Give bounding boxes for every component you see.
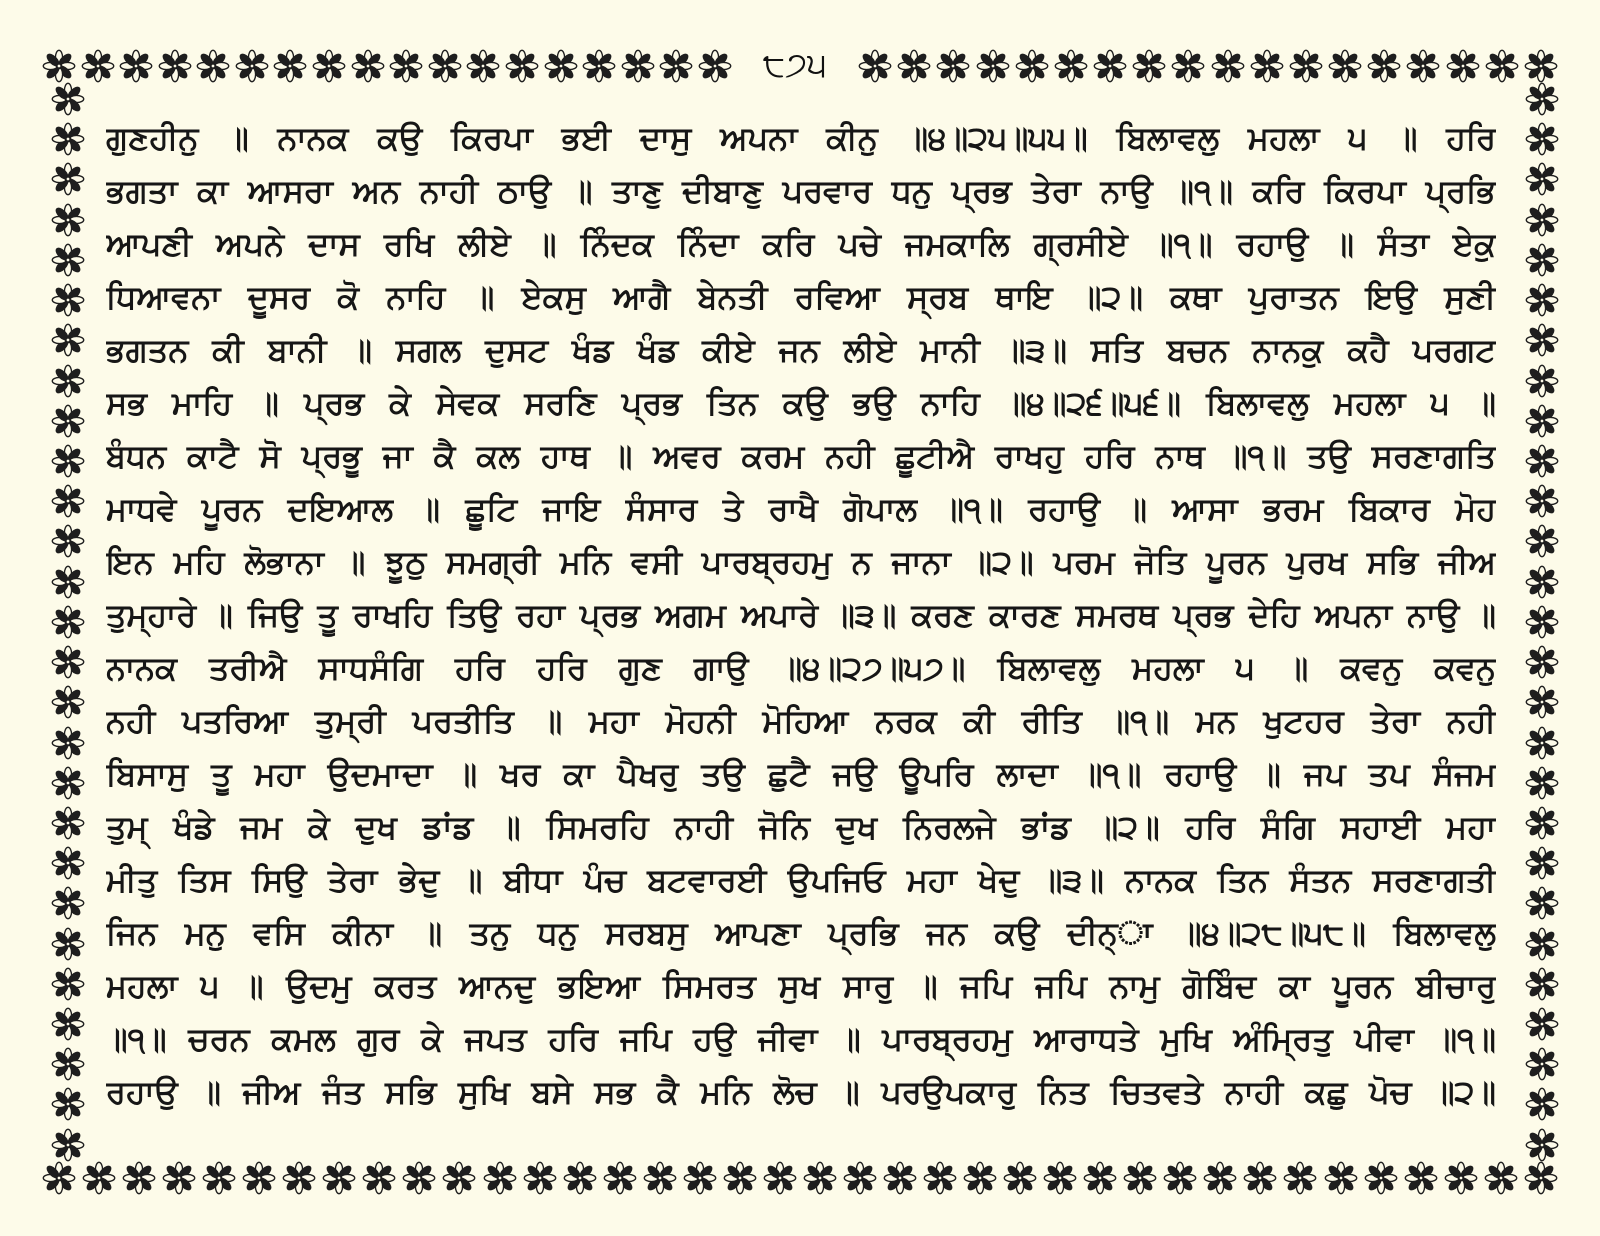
text-line-2: ਭਗਤਾ ਕਾ ਆਸਰਾ ਅਨ ਨਾਹੀ ਠਾਉ ॥ ਤਾਣੁ ਦੀਬਾਣੁ ਪਰਵਾਰ ਧਨੁ ਪ੍ਰਭ ਤੇਰਾ ਨਾਉ ॥੧॥ ਕਰਿ ਕਿਰਪਾ ਪ੍ਰਭਿ bbox=[106, 172, 1496, 210]
floral-ornament-icon bbox=[51, 927, 85, 961]
text-line-19: ਰਹਾਉ ॥ ਜੀਅ ਜੰਤ ਸਭਿ ਸੁਖਿ ਬਸੇ ਸਭ ਕੈ ਮਨਿ ਲੋਚ ॥ ਪਰਉਪਕਾਰੁ ਨਿਤ ਚਿਤਵਤੇ ਨਾਹੀ ਕਛੁ ਪੋਚ ॥੨॥ bbox=[106, 1073, 1496, 1111]
floral-ornament-icon bbox=[1525, 846, 1559, 880]
floral-ornament-icon bbox=[1525, 685, 1559, 719]
floral-ornament-icon bbox=[1364, 1161, 1398, 1195]
floral-ornament-icon bbox=[1525, 364, 1559, 398]
floral-ornament-icon bbox=[51, 364, 85, 398]
floral-ornament-icon bbox=[1054, 49, 1088, 83]
text-line-9: ਇਨ ਮਹਿ ਲੋਭਾਨਾ ॥ ਝੂਠੁ ਸਮਗ੍ਰੀ ਮਨਿ ਵਸੀ ਪਾਰਬ੍ਰਹਮੁ ਨ ਜਾਨਾ ॥੨॥ ਪਰਮ ਜੋਤਿ ਪੂਰਨ ਪੁਰਖ ਸਭਿ ਜੀਅ bbox=[106, 543, 1496, 581]
floral-ornament-icon bbox=[936, 49, 970, 83]
floral-ornament-icon bbox=[1404, 1161, 1438, 1195]
floral-ornament-icon bbox=[1524, 1161, 1558, 1195]
floral-ornament-icon bbox=[402, 1161, 436, 1195]
floral-ornament-icon bbox=[51, 645, 85, 679]
border-left bbox=[48, 82, 88, 1162]
floral-ornament-icon bbox=[1015, 49, 1049, 83]
floral-ornament-icon bbox=[235, 49, 269, 83]
floral-ornament-icon bbox=[466, 49, 500, 83]
floral-ornament-icon bbox=[723, 1161, 757, 1195]
floral-ornament-icon bbox=[1132, 49, 1166, 83]
floral-ornament-icon bbox=[1446, 49, 1480, 83]
floral-ornament-icon bbox=[428, 49, 462, 83]
floral-ornament-icon bbox=[1485, 49, 1519, 83]
floral-ornament-icon bbox=[1525, 645, 1559, 679]
floral-ornament-icon bbox=[51, 283, 85, 317]
floral-ornament-icon bbox=[42, 49, 76, 83]
floral-ornament-icon bbox=[1525, 484, 1559, 518]
floral-ornament-icon bbox=[282, 1161, 316, 1195]
text-line-11: ਨਾਨਕ ਤਰੀਐ ਸਾਧਸੰਗਿ ਹਰਿ ਹਰਿ ਗੁਣ ਗਾਉ ॥੪॥੨੭॥੫੭॥ ਬਿਲਾਵਲੁ ਮਹਲਾ ੫ ॥ ਕਵਨੁ ਕਵਨੁ bbox=[106, 649, 1496, 687]
floral-ornament-icon bbox=[242, 1161, 276, 1195]
floral-ornament-icon bbox=[1525, 404, 1559, 438]
floral-ornament-icon bbox=[1525, 203, 1559, 237]
text-line-1: ਗੁਣਹੀਨੁ ॥ ਨਾਨਕ ਕਉ ਕਿਰਪਾ ਭਈ ਦਾਸੁ ਅਪਨਾ ਕੀਨੁ ॥੪॥੨੫॥੫੫॥ ਬਿਲਾਵਲੁ ਮਹਲਾ ੫ ॥ ਹਰਿ bbox=[106, 119, 1496, 157]
floral-ornament-icon bbox=[1525, 122, 1559, 156]
border-top-right bbox=[858, 46, 1558, 86]
floral-ornament-icon bbox=[1211, 49, 1245, 83]
text-line-14: ਤੁਮ੍ ਖੰਡੇ ਜਮ ਕੇ ਦੁਖ ਡਾਂਡ ॥ ਸਿਮਰਹਿ ਨਾਹੀ ਜੋਨਿ ਦੁਖ ਨਿਰਲਜੇ ਭਾਂਡ ॥੨॥ ਹਰਿ ਸੰਗਿ ਸਹਾਈ ਮਹਾ bbox=[106, 808, 1496, 846]
floral-ornament-icon bbox=[643, 1161, 677, 1195]
floral-ornament-icon bbox=[51, 1007, 85, 1041]
floral-ornament-icon bbox=[119, 49, 153, 83]
floral-ornament-icon bbox=[1406, 49, 1440, 83]
floral-ornament-icon bbox=[603, 1161, 637, 1195]
floral-ornament-icon bbox=[51, 243, 85, 277]
floral-ornament-icon bbox=[1525, 967, 1559, 1001]
floral-ornament-icon bbox=[483, 1161, 517, 1195]
floral-ornament-icon bbox=[1093, 49, 1127, 83]
floral-ornament-icon bbox=[1367, 49, 1401, 83]
floral-ornament-icon bbox=[763, 1161, 797, 1195]
floral-ornament-icon bbox=[1525, 283, 1559, 317]
scripture-text bbox=[106, 112, 1496, 1152]
floral-ornament-icon bbox=[1525, 444, 1559, 478]
floral-ornament-icon bbox=[51, 323, 85, 357]
floral-ornament-icon bbox=[51, 162, 85, 196]
floral-ornament-icon bbox=[1525, 1128, 1559, 1162]
floral-ornament-icon bbox=[51, 886, 85, 920]
floral-ornament-icon bbox=[963, 1161, 997, 1195]
floral-ornament-icon bbox=[1083, 1161, 1117, 1195]
floral-ornament-icon bbox=[1525, 524, 1559, 558]
floral-ornament-icon bbox=[162, 1161, 196, 1195]
floral-ornament-icon bbox=[81, 49, 115, 83]
floral-ornament-icon bbox=[1328, 49, 1362, 83]
floral-ornament-icon bbox=[1525, 766, 1559, 800]
floral-ornament-icon bbox=[1525, 806, 1559, 840]
floral-ornament-icon bbox=[1289, 49, 1323, 83]
floral-ornament-icon bbox=[51, 1087, 85, 1121]
text-line-12: ਨਹੀ ਪਤਰਿਆ ਤੁਮ੍ਰੀ ਪਰਤੀਤਿ ॥ ਮਹਾ ਮੋਹਨੀ ਮੋਹਿਆ ਨਰਕ ਕੀ ਰੀਤਿ ॥੧॥ ਮਨ ਖੁਟਹਰ ਤੇਰਾ ਨਹੀ bbox=[106, 702, 1496, 740]
floral-ornament-icon bbox=[1484, 1161, 1518, 1195]
floral-ornament-icon bbox=[51, 1047, 85, 1081]
floral-ornament-icon bbox=[803, 1161, 837, 1195]
floral-ornament-icon bbox=[351, 49, 385, 83]
floral-ornament-icon bbox=[362, 1161, 396, 1195]
floral-ornament-icon bbox=[42, 1161, 76, 1195]
floral-ornament-icon bbox=[883, 1161, 917, 1195]
page-number: ੮੭੫ bbox=[762, 45, 828, 85]
floral-ornament-icon bbox=[322, 1161, 356, 1195]
floral-ornament-icon bbox=[442, 1161, 476, 1195]
floral-ornament-icon bbox=[1243, 1161, 1277, 1195]
floral-ornament-icon bbox=[843, 1161, 877, 1195]
floral-ornament-icon bbox=[1525, 927, 1559, 961]
floral-ornament-icon bbox=[698, 49, 732, 83]
floral-ornament-icon bbox=[621, 49, 655, 83]
floral-ornament-icon bbox=[1250, 49, 1284, 83]
border-bottom bbox=[42, 1158, 1558, 1198]
floral-ornament-icon bbox=[563, 1161, 597, 1195]
text-line-3: ਆਪਣੀ ਅਪਨੇ ਦਾਸ ਰਖਿ ਲੀਏ ॥ ਨਿੰਦਕ ਨਿੰਦਾ ਕਰਿ ਪਚੇ ਜਮਕਾਲਿ ਗ੍ਰਸੀਏ ॥੧॥ ਰਹਾਉ ॥ ਸੰਤਾ ਏਕੁ bbox=[106, 225, 1496, 263]
floral-ornament-icon bbox=[923, 1161, 957, 1195]
text-line-16: ਜਿਨ ਮਨੁ ਵਸਿ ਕੀਨਾ ॥ ਤਨੁ ਧਨੁ ਸਰਬਸੁ ਆਪਣਾ ਪ੍ਰਭਿ ਜਨ ਕਉ ਦੀਨ੍ਾ ॥੪॥੨੮॥੫੮॥ ਬਿਲਾਵਲੁ bbox=[106, 914, 1496, 952]
floral-ornament-icon bbox=[389, 49, 423, 83]
floral-ornament-icon bbox=[1283, 1161, 1317, 1195]
floral-ornament-icon bbox=[1525, 323, 1559, 357]
floral-ornament-icon bbox=[1444, 1161, 1478, 1195]
floral-ornament-icon bbox=[51, 846, 85, 880]
floral-ornament-icon bbox=[976, 49, 1010, 83]
floral-ornament-icon bbox=[1324, 1161, 1358, 1195]
floral-ornament-icon bbox=[505, 49, 539, 83]
floral-ornament-icon bbox=[51, 967, 85, 1001]
floral-ornament-icon bbox=[1525, 82, 1559, 116]
floral-ornament-icon bbox=[1524, 49, 1558, 83]
floral-ornament-icon bbox=[858, 49, 892, 83]
floral-ornament-icon bbox=[51, 484, 85, 518]
floral-ornament-icon bbox=[1525, 1047, 1559, 1081]
floral-ornament-icon bbox=[1525, 565, 1559, 599]
floral-ornament-icon bbox=[1171, 49, 1205, 83]
text-line-17: ਮਹਲਾ ੫ ॥ ਉਦਮੁ ਕਰਤ ਆਨਦੁ ਭਇਆ ਸਿਮਰਤ ਸੁਖ ਸਾਰੁ ॥ ਜਪਿ ਜਪਿ ਨਾਮੁ ਗੋਬਿੰਦ ਕਾ ਪੂਰਨ ਬੀਚਾਰੁ bbox=[106, 967, 1496, 1005]
floral-ornament-icon bbox=[51, 1128, 85, 1162]
floral-ornament-icon bbox=[1203, 1161, 1237, 1195]
floral-ornament-icon bbox=[51, 565, 85, 599]
floral-ornament-icon bbox=[683, 1161, 717, 1195]
floral-ornament-icon bbox=[51, 122, 85, 156]
floral-ornament-icon bbox=[51, 605, 85, 639]
floral-ornament-icon bbox=[1163, 1161, 1197, 1195]
floral-ornament-icon bbox=[1525, 726, 1559, 760]
floral-ornament-icon bbox=[1525, 605, 1559, 639]
floral-ornament-icon bbox=[158, 49, 192, 83]
floral-ornament-icon bbox=[1525, 1007, 1559, 1041]
text-line-18: ॥੧॥ ਚਰਨ ਕਮਲ ਗੁਰ ਕੇ ਜਪਤ ਹਰਿ ਜਪਿ ਹਉ ਜੀਵਾ ॥ ਪਾਰਬ੍ਰਹਮੁ ਆਰਾਧਤੇ ਮੁਖਿ ਅੰਮ੍ਰਿਤੁ ਪੀਵਾ ॥੧॥ bbox=[106, 1020, 1496, 1058]
text-line-10: ਤੁਮ੍ਹਾਰੇ ॥ ਜਿਉ ਤੂ ਰਾਖਹਿ ਤਿਉ ਰਹਾ ਪ੍ਰਭ ਅਗਮ ਅਪਾਰੇ ॥੩॥ ਕਰਣ ਕਾਰਣ ਸਮਰਥ ਪ੍ਰਭ ਦੇਹਿ ਅਪਨਾ ਨਾਉ ॥ bbox=[106, 596, 1496, 634]
floral-ornament-icon bbox=[51, 203, 85, 237]
floral-ornament-icon bbox=[1525, 162, 1559, 196]
floral-ornament-icon bbox=[82, 1161, 116, 1195]
text-line-7: ਬੰਧਨ ਕਾਟੈ ਸੋ ਪ੍ਰਭੂ ਜਾ ਕੈ ਕਲ ਹਾਥ ॥ ਅਵਰ ਕਰਮ ਨਹੀ ਛੂਟੀਐ ਰਾਖਹੁ ਹਰਿ ਨਾਥ ॥੧॥ ਤਉ ਸਰਣਾਗਤਿ bbox=[106, 437, 1496, 475]
text-line-8: ਮਾਧਵੇ ਪੂਰਨ ਦਇਆਲ ॥ ਛੂਟਿ ਜਾਇ ਸੰਸਾਰ ਤੇ ਰਾਖੈ ਗੋਪਾਲ ॥੧॥ ਰਹਾਉ ॥ ਆਸਾ ਭਰਮ ਬਿਕਾਰ ਮੋਹ bbox=[106, 490, 1496, 528]
floral-ornament-icon bbox=[312, 49, 346, 83]
border-right bbox=[1522, 82, 1562, 1162]
floral-ornament-icon bbox=[51, 685, 85, 719]
floral-ornament-icon bbox=[196, 49, 230, 83]
text-line-5: ਭਗਤਨ ਕੀ ਬਾਨੀ ॥ ਸਗਲ ਦੁਸਟ ਖੰਡ ਖੰਡ ਕੀਏ ਜਨ ਲੀਏ ਮਾਨੀ ॥੩॥ ਸਤਿ ਬਚਨ ਨਾਨਕੁ ਕਹੈ ਪਰਗਟ bbox=[106, 331, 1496, 369]
floral-ornament-icon bbox=[51, 766, 85, 800]
text-line-15: ਮੀਤੁ ਤਿਸ ਸਿਉ ਤੇਰਾ ਭੇਦੁ ॥ ਬੀਧਾ ਪੰਚ ਬਟਵਾਰਈ ਉਪਜਿਓ ਮਹਾ ਖੇਦੁ ॥੩॥ ਨਾਨਕ ਤਿਨ ਸੰਤਨ ਸਰਣਾਗਤੀ bbox=[106, 861, 1496, 899]
floral-ornament-icon bbox=[51, 404, 85, 438]
floral-ornament-icon bbox=[1525, 886, 1559, 920]
floral-ornament-icon bbox=[582, 49, 616, 83]
floral-ornament-icon bbox=[273, 49, 307, 83]
floral-ornament-icon bbox=[1525, 243, 1559, 277]
floral-ornament-icon bbox=[51, 82, 85, 116]
floral-ornament-icon bbox=[659, 49, 693, 83]
floral-ornament-icon bbox=[1043, 1161, 1077, 1195]
text-line-13: ਬਿਸਾਸੁ ਤੂ ਮਹਾ ਉਦਮਾਦਾ ॥ ਖਰ ਕਾ ਪੈਖਰੁ ਤਉ ਛੁਟੈ ਜਉ ਊਪਰਿ ਲਾਦਾ ॥੧॥ ਰਹਾਉ ॥ ਜਪ ਤਪ ਸੰਜਮ bbox=[106, 755, 1496, 793]
floral-ornament-icon bbox=[122, 1161, 156, 1195]
floral-ornament-icon bbox=[1003, 1161, 1037, 1195]
floral-ornament-icon bbox=[51, 524, 85, 558]
floral-ornament-icon bbox=[51, 726, 85, 760]
floral-ornament-icon bbox=[51, 444, 85, 478]
floral-ornament-icon bbox=[544, 49, 578, 83]
text-line-4: ਧਿਆਵਨਾ ਦੂਸਰ ਕੋ ਨਾਹਿ ॥ ਏਕਸੁ ਆਗੈ ਬੇਨਤੀ ਰਵਿਆ ਸ੍ਰਬ ਥਾਇ ॥੨॥ ਕਥਾ ਪੁਰਾਤਨ ਇਉ ਸੁਣੀ bbox=[106, 278, 1496, 316]
floral-ornament-icon bbox=[897, 49, 931, 83]
floral-ornament-icon bbox=[51, 806, 85, 840]
floral-ornament-icon bbox=[1525, 1087, 1559, 1121]
floral-ornament-icon bbox=[1123, 1161, 1157, 1195]
floral-ornament-icon bbox=[523, 1161, 557, 1195]
text-line-6: ਸਭ ਮਾਹਿ ॥ ਪ੍ਰਭ ਕੇ ਸੇਵਕ ਸਰਣਿ ਪ੍ਰਭ ਤਿਨ ਕਉ ਭਉ ਨਾਹਿ ॥੪॥੨੬॥੫੬॥ ਬਿਲਾਵਲੁ ਮਹਲਾ ੫ ॥ bbox=[106, 384, 1496, 422]
floral-ornament-icon bbox=[202, 1161, 236, 1195]
border-top-left bbox=[42, 46, 732, 86]
